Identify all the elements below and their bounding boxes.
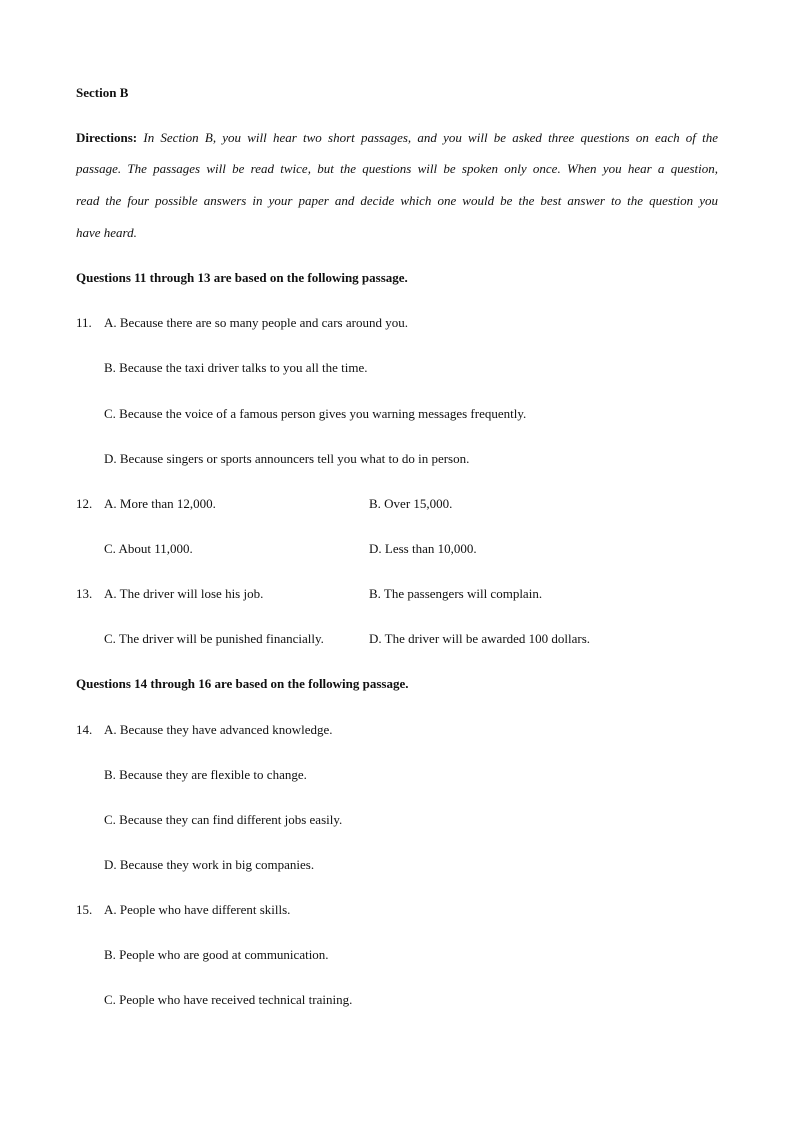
passage1-heading: Questions 11 through 13 are based on the following passage. (76, 270, 408, 285)
question-15-option-a: A. People who have different skills. (104, 902, 291, 917)
question-13-option-b: B. The passengers will complain. (369, 586, 543, 601)
question-15-number: 15. (76, 902, 93, 917)
question-11-option-a: A. Because there are so many people and cars around you. (104, 315, 408, 330)
question-14-number: 14. (76, 722, 93, 737)
question-11-number: 11. (76, 315, 92, 330)
directions-line-4: have heard. (76, 225, 137, 240)
question-12-number: 12. (76, 496, 93, 511)
question-14-option-b: B. Because they are flexible to change. (104, 767, 307, 782)
question-13-option-c: C. The driver will be punished financially. (104, 631, 324, 646)
directions-line-1 (76, 130, 718, 146)
question-12-option-c: C. About 11,000. (104, 541, 193, 556)
directions-label: Directions: (76, 130, 138, 145)
directions-line-2: passage. The passages will be read twice, but the questions will be spoken only once. When you hear a question, (76, 161, 718, 176)
question-14-option-a: A. Because they have advanced knowledge. (104, 722, 333, 737)
directions-text-1: In Section B, you will hear two short passages, and you will be asked three questions on each of the (143, 130, 719, 145)
question-13-option-d: D. The driver will be awarded 100 dollars. (369, 631, 591, 646)
question-12-option-b: B. Over 15,000. (369, 496, 453, 511)
question-15-option-b: B. People who are good at communication. (104, 947, 329, 962)
section-title: Section B (76, 85, 129, 100)
question-12-option-a: A. More than 12,000. (104, 496, 216, 511)
question-12-option-d: D. Less than 10,000. (369, 541, 477, 556)
question-13-option-a: A. The driver will lose his job. (104, 586, 264, 601)
question-11-option-b: B. Because the taxi driver talks to you all the time. (104, 360, 368, 375)
question-14-option-d: D. Because they work in big companies. (104, 857, 315, 872)
question-13-number: 13. (76, 586, 93, 601)
question-11-option-c: C. Because the voice of a famous person gives you warning messages frequently. (104, 406, 527, 421)
directions-line-3: read the four possible answers in your paper and decide which one would be the best answer to the question you (76, 193, 718, 208)
question-14-option-c: C. Because they can find different jobs easily. (104, 812, 343, 827)
question-11-option-d: D. Because singers or sports announcers tell you what to do in person. (104, 451, 470, 466)
passage2-heading: Questions 14 through 16 are based on the following passage. (76, 676, 409, 691)
question-15-option-c: C. People who have received technical training. (104, 992, 353, 1007)
